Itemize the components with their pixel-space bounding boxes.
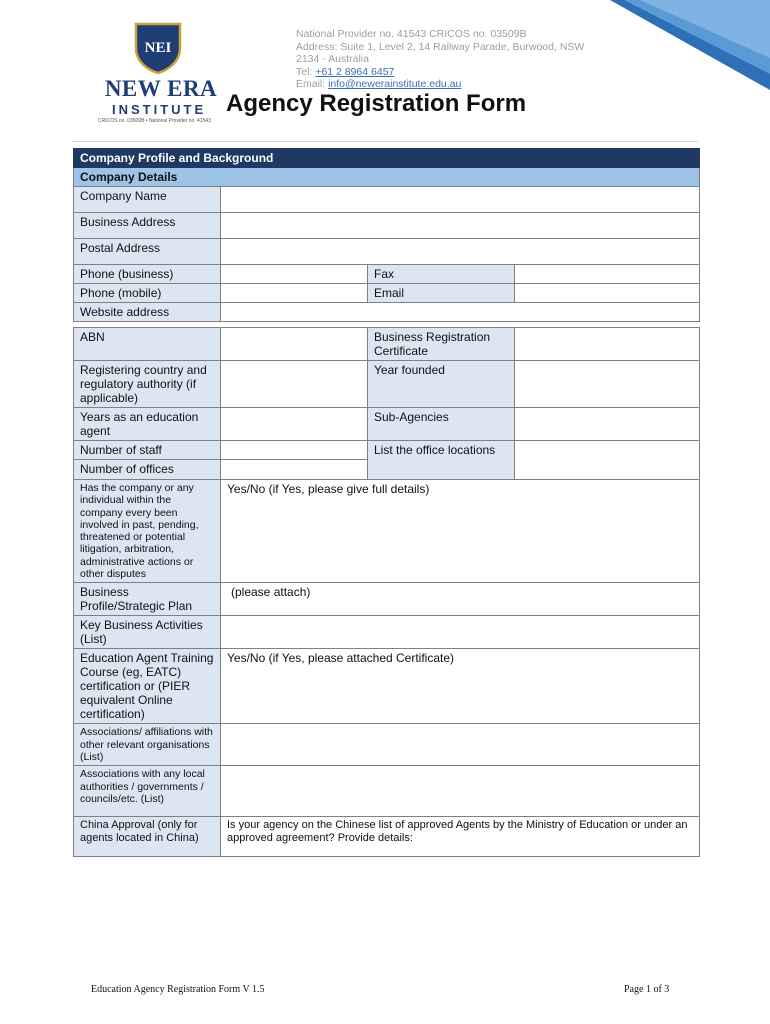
provider-info (296, 28, 584, 91)
fax-label: Fax (368, 265, 515, 284)
business-address-label: Business Address (74, 213, 221, 239)
years-as-agent-field[interactable] (221, 408, 368, 441)
tel-link[interactable]: +61 2 8964 6457 (315, 65, 395, 78)
phone-mobile-field[interactable] (221, 284, 368, 303)
provider-address: Address: Suite 1, Level 2, 14 Railway Parade, Burwood, NSW (296, 40, 585, 53)
phone-business-field[interactable] (221, 265, 368, 284)
provider-line-1: National Provider no. 41543 CRICOS no. 03509B (296, 28, 527, 40)
business-profile-label: Business Profile/Strategic Plan (74, 583, 221, 616)
number-of-offices-label: Number of offices (74, 460, 221, 480)
sub-agencies-field[interactable] (515, 408, 700, 441)
business-profile-field[interactable]: (please attach) (221, 583, 700, 616)
number-of-staff-label: Number of staff (74, 441, 221, 460)
office-locations-field[interactable] (515, 441, 700, 480)
logo-footnote: CRICOS no. 03509B • National Provider no. 41543 (98, 118, 211, 124)
phone-business-label: Phone (business) (74, 265, 221, 284)
website-label: Website address (74, 303, 221, 322)
tel-label: Tel: (296, 65, 316, 78)
fax-field[interactable] (515, 265, 700, 284)
company-name-field[interactable] (221, 187, 700, 213)
china-approval-label: China Approval (only for agents located in China) (74, 817, 221, 857)
section-subheader: Company Details (74, 168, 700, 187)
registering-country-field[interactable] (221, 361, 368, 408)
year-founded-field[interactable] (515, 361, 700, 408)
svg-text:NEI: NEI (144, 40, 172, 56)
phone-mobile-label: Phone (mobile) (74, 284, 221, 303)
litigation-label: Has the company or any individual within the company every been involved in past, pending, threatened or potential litigation, arbitration, administrative actions or other disputes (74, 480, 221, 583)
year-founded-label: Year founded (368, 361, 515, 408)
key-activities-field[interactable] (221, 616, 700, 649)
email-label: Email: (296, 78, 329, 91)
abn-field[interactable] (221, 328, 368, 361)
email-field[interactable] (515, 284, 700, 303)
company-name-label: Company Name (74, 187, 221, 213)
footer-form-version: Education Agency Registration Form V 1.5 (91, 984, 265, 995)
agency-details-table (73, 327, 700, 857)
email-link[interactable]: info@newerainstitute.edu.au (328, 78, 462, 91)
section-header: Company Profile and Background (74, 149, 700, 168)
website-field[interactable] (221, 303, 700, 322)
postal-address-label: Postal Address (74, 239, 221, 265)
years-as-agent-label: Years as an education agent (74, 408, 221, 441)
business-reg-cert-label: Business Registration Certificate (368, 328, 515, 361)
training-course-field[interactable]: Yes/No (if Yes, please attached Certificate) (221, 649, 700, 724)
litigation-field[interactable]: Yes/No (if Yes, please give full details) (221, 480, 700, 583)
registering-country-label: Registering country and regulatory authority (if applicable) (74, 361, 221, 408)
abn-label: ABN (74, 328, 221, 361)
logo-name: NEW ERA (104, 76, 218, 101)
local-authorities-field[interactable] (221, 766, 700, 817)
sub-agencies-label: Sub-Agencies (368, 408, 515, 441)
shield-crest-icon (132, 22, 184, 74)
associations-label: Associations/ affiliations with other relevant organisations (List) (74, 724, 221, 766)
postal-address-field[interactable] (221, 239, 700, 265)
email-label-cell: Email (368, 284, 515, 303)
provider-postcode: 2134 - Australia (296, 53, 369, 66)
office-locations-label: List the office locations (368, 441, 515, 480)
business-address-field[interactable] (221, 213, 700, 239)
local-authorities-label: Associations with any local authorities / governments / councils/etc. (List) (74, 766, 221, 817)
logo-subtitle: INSTITUTE (112, 102, 207, 117)
page-title: Agency Registration Form (226, 90, 527, 117)
training-course-label: Education Agent Training Course (eg, EATC) certification or (PIER equivalent Online certification) (74, 649, 221, 724)
key-activities-label: Key Business Activities (List) (74, 616, 221, 649)
china-approval-field[interactable]: Is your agency on the Chinese list of approved Agents by the Ministry of Education or under an approved agreement? Provide details: (221, 817, 700, 857)
company-details-table (73, 148, 700, 322)
footer-page-number: Page 1 of 3 (624, 984, 670, 995)
number-of-offices-field[interactable] (221, 460, 368, 480)
title-divider (72, 141, 698, 142)
corner-ribbon-decoration (610, 0, 770, 90)
number-of-staff-field[interactable] (221, 441, 368, 460)
provider-tel (296, 66, 584, 79)
business-reg-cert-field[interactable] (515, 328, 700, 361)
associations-field[interactable] (221, 724, 700, 766)
